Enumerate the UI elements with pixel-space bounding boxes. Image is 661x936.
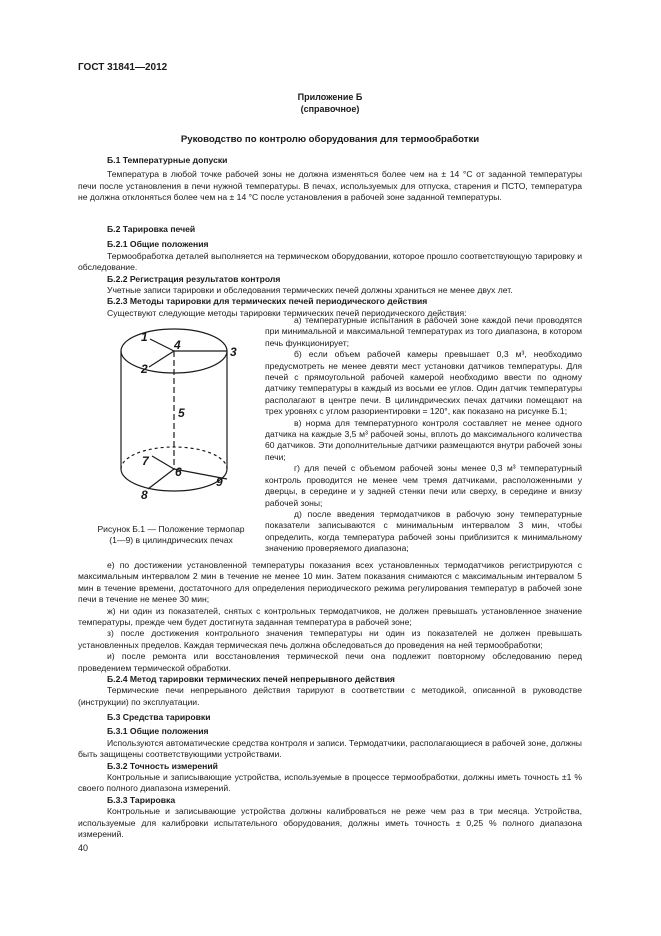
label-6: 6	[175, 465, 182, 479]
label-7: 7	[142, 454, 149, 468]
section-b2-cont	[78, 560, 582, 708]
section-b3	[78, 712, 582, 840]
page-number: 40	[78, 843, 89, 853]
b33-text: Контрольные и записывающие устройства должны калиброваться не реже чем раз в три месяца. Устройства, используемые для калибровки испытательного оборудования, должны иметь точность ± 0,25 % полного диапазона измерений.	[78, 806, 582, 840]
b1-heading: Б.1 Температурные допуски	[107, 155, 228, 165]
label-4: 4	[174, 338, 181, 352]
b21-text: Термообработка деталей выполняется на термическом оборудовании, которое прошло соответствующую тарировку и обследование.	[78, 250, 582, 273]
b31-heading: Б.3.1 Общие положения	[107, 726, 209, 737]
b22-text: Учетные записи тарировки и обследования термических печей должны храниться не менее двух лет.	[107, 285, 513, 296]
b33-heading: Б.3.3 Тарировка	[107, 794, 176, 805]
b21-heading: Б.2.1 Общие положения	[107, 239, 209, 250]
item-g: г) для печей с объемом рабочей зоны менее 0,3 м³ температурный контроль проводится не менее чем тремя датчиками, расположенными у дверцы, в середине и у задней стенки печи или сверху, в середине и внизу рабочей зоны;	[265, 463, 582, 508]
label-9: 9	[216, 475, 223, 489]
item-a: а) температурные испытания в рабочей зоне каждой печи проводятся при минимальной и максимальной температурах из того диапазона, в котором печь функционирует;	[265, 315, 582, 348]
sensor-line-1	[150, 339, 174, 351]
b24-heading: Б.2.4 Метод тарировки термических печей непрерывного действия	[107, 674, 395, 685]
section-b2	[78, 224, 582, 319]
appendix-subtitle: (справочное)	[300, 103, 360, 114]
b32-text: Контрольные и записывающие устройства, используемые в процессе термообработки, должны иметь точность ±1 % своего полного диапазона измерений.	[78, 772, 582, 794]
label-8: 8	[141, 488, 148, 502]
label-1: 1	[141, 330, 148, 344]
appendix-heading	[78, 92, 582, 115]
main-title: Руководство по контролю оборудования для термообработки	[180, 134, 480, 145]
b31-text: Используются автоматические средства контроля и записи. Термодатчики, располагающиеся в рабочей зоне, должны быть защищены соответствующими устройствами.	[78, 737, 582, 760]
item-z: з) после достижения контрольного значения температуры ни один из показателей не должен превышать установленных пределов. Каждая термическая печь должна обследоваться до проведения на ней термообработки;	[78, 628, 582, 650]
b3-heading: Б.3 Средства тарировки	[107, 712, 211, 722]
item-d: д) после введения термодатчиков в рабочую зону температурные показатели записываются с минимальным интервалом 3 мин, чтобы определить, когда температура рабочей зоны приблизится к минимальному значению проверяемого диапазона;	[265, 508, 582, 554]
item-b: б) если объем рабочей камеры превышает 0,3 м³, необходимо предусмотреть не менее девяти мест установки датчиков температуры. Для печей с прямоугольной рабочей камерой необходимо ввести по одному датчику температуры в каждый из восьми ее углов. Один датчик температуры располагают в центре печи. В цилиндрических печах датчики помещают на трех уровнях с углом разориентировки = 120°, как показано на рисунке Б.1;	[265, 349, 582, 417]
section-b1	[78, 155, 582, 204]
caption-line-2: (1—9) в цилиндрических печах	[109, 535, 233, 545]
standard-header: ГОСТ 31841—2012	[78, 62, 168, 73]
item-v: в) норма для температурного контроля составляет не менее одного датчика на каждые 3,5 м³ рабочей зоны, вплоть до максимального количества 60 датчиков. Эти дополнительные датчики размещаются внутри рабочей зоны печи;	[265, 417, 582, 462]
figure-cylinder	[78, 319, 262, 519]
b23-heading: Б.2.3 Методы тарировки для термических печей периодического действия	[107, 296, 428, 307]
methods-list	[265, 315, 582, 555]
b2-heading: Б.2 Тарировка печей	[107, 224, 196, 234]
sensor-line-7	[152, 456, 174, 469]
b1-text: Температура в любой точке рабочей зоны не должна изменяться более чем на ± 14 °С от заданной температуры печи после установления в печи нужной температуры. В печах, используемых для отпуска, старения и ПСТО, температура не должна отклоняться более чем на ± 14 °С после установления в рабочей зоне заданной температуры.	[78, 169, 582, 203]
appendix-title: Приложение Б	[297, 92, 363, 102]
b24-text: Термические печи непрерывного действия тарируют в соответствии с методикой, описанной в руководстве (инструкции) по эксплуатации.	[78, 685, 582, 707]
caption-line-1: Рисунок Б.1 — Положение термопар	[97, 524, 245, 534]
label-5: 5	[178, 406, 185, 420]
sensor-line-2	[149, 351, 174, 367]
b23-intro: Существуют следующие методы тарировки термических печей периодического действия:	[107, 307, 467, 318]
b22-heading: Б.2.2 Регистрация результатов контроля	[107, 273, 281, 284]
bottom-front-arc	[121, 469, 227, 491]
label-3: 3	[230, 345, 237, 359]
figure-caption	[78, 524, 264, 546]
item-zh: ж) ни один из показателей, снятых с контрольных термодатчиков, не должен превышать установленное значение температуры, прежде чем будет достигнута заданная температура в рабочей зоне;	[78, 605, 582, 628]
item-i: и) после ремонта или восстановления термической печи она подлежит повторному обследованию перед проведением термической обработки.	[78, 651, 582, 673]
b32-heading: Б.3.2 Точность измерений	[107, 760, 218, 771]
sensor-line-8	[148, 469, 174, 489]
cylinder-diagram	[78, 319, 262, 519]
item-e: е) по достижении установленной температуры показания всех установленных термодатчиков регистрируются с максимальным интервалом 2 мин в течение не менее 10 мин. Затем показания снимаются с максимальным интервалом 5 мин в течение времени, достаточного для определения периодического режима регулирования температур в рабочей зоне печи в течение не менее 30 мин;	[78, 560, 582, 605]
label-2: 2	[141, 362, 148, 376]
